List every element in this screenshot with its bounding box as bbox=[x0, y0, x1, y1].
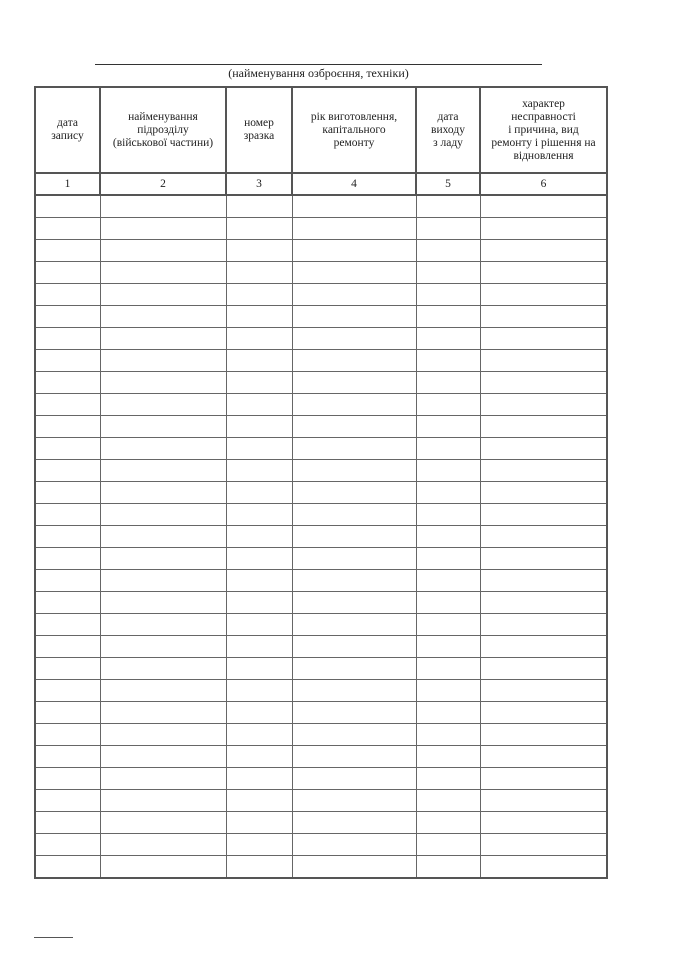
table-cell[interactable] bbox=[416, 724, 480, 746]
column-header-entry-date: дата запису bbox=[35, 87, 100, 173]
table-row bbox=[35, 680, 607, 702]
table-cell[interactable] bbox=[100, 790, 226, 812]
table-cell[interactable] bbox=[226, 460, 292, 482]
table-cell[interactable] bbox=[35, 328, 100, 350]
table-cell[interactable] bbox=[480, 262, 607, 284]
table-cell[interactable] bbox=[35, 218, 100, 240]
table-row bbox=[35, 614, 607, 636]
table-cell[interactable] bbox=[100, 856, 226, 879]
table-cell[interactable] bbox=[292, 680, 416, 702]
table-cell[interactable] bbox=[100, 306, 226, 328]
table-cell[interactable] bbox=[292, 350, 416, 372]
table-cell[interactable] bbox=[416, 768, 480, 790]
table-cell[interactable] bbox=[100, 262, 226, 284]
table-row bbox=[35, 438, 607, 460]
table-cell[interactable] bbox=[35, 834, 100, 856]
table-cell[interactable] bbox=[35, 526, 100, 548]
table-cell[interactable] bbox=[292, 592, 416, 614]
table-cell[interactable] bbox=[100, 394, 226, 416]
table-cell[interactable] bbox=[416, 262, 480, 284]
column-number: 1 bbox=[35, 173, 100, 195]
table-cell[interactable] bbox=[416, 482, 480, 504]
table-cell[interactable] bbox=[480, 218, 607, 240]
malfunction-log-table bbox=[34, 86, 608, 879]
table-cell[interactable] bbox=[226, 570, 292, 592]
table-cell[interactable] bbox=[480, 195, 607, 218]
table-cell[interactable] bbox=[416, 240, 480, 262]
table-cell[interactable] bbox=[35, 658, 100, 680]
table-cell[interactable] bbox=[226, 394, 292, 416]
table-row bbox=[35, 856, 607, 879]
table-cell[interactable] bbox=[226, 746, 292, 768]
table-cell[interactable] bbox=[226, 482, 292, 504]
table-cell[interactable] bbox=[35, 504, 100, 526]
table-cell[interactable] bbox=[35, 240, 100, 262]
table-cell[interactable] bbox=[226, 834, 292, 856]
table-row bbox=[35, 724, 607, 746]
table-cell[interactable] bbox=[226, 240, 292, 262]
table-cell[interactable] bbox=[416, 328, 480, 350]
table-cell[interactable] bbox=[226, 724, 292, 746]
table-cell[interactable] bbox=[292, 262, 416, 284]
table-cell[interactable] bbox=[35, 350, 100, 372]
column-header-unit-name: найменування підрозділу (військової частини) bbox=[100, 87, 226, 173]
table-cell[interactable] bbox=[292, 372, 416, 394]
table-row bbox=[35, 746, 607, 768]
table-cell[interactable] bbox=[292, 834, 416, 856]
table-cell[interactable] bbox=[226, 195, 292, 218]
table-cell[interactable] bbox=[292, 746, 416, 768]
table-cell[interactable] bbox=[480, 834, 607, 856]
table-cell[interactable] bbox=[100, 284, 226, 306]
table-cell[interactable] bbox=[100, 746, 226, 768]
table-cell[interactable] bbox=[35, 636, 100, 658]
column-number: 3 bbox=[226, 173, 292, 195]
table-cell[interactable] bbox=[35, 394, 100, 416]
column-number-row bbox=[35, 173, 607, 195]
table-cell[interactable] bbox=[226, 614, 292, 636]
table-cell[interactable] bbox=[35, 195, 100, 218]
table-cell[interactable] bbox=[35, 438, 100, 460]
table-cell[interactable] bbox=[100, 416, 226, 438]
table-cell[interactable] bbox=[416, 438, 480, 460]
table-cell[interactable] bbox=[35, 592, 100, 614]
table-row bbox=[35, 548, 607, 570]
table-cell[interactable] bbox=[35, 768, 100, 790]
table-cell[interactable] bbox=[100, 702, 226, 724]
table-row bbox=[35, 416, 607, 438]
footnote-separator bbox=[34, 937, 73, 938]
table-cell[interactable] bbox=[35, 570, 100, 592]
table-cell[interactable] bbox=[292, 614, 416, 636]
column-header-sample-number: номер зразка bbox=[226, 87, 292, 173]
table-cell[interactable] bbox=[480, 504, 607, 526]
table-cell[interactable] bbox=[480, 746, 607, 768]
column-number: 4 bbox=[292, 173, 416, 195]
table-cell[interactable] bbox=[416, 636, 480, 658]
table-cell[interactable] bbox=[416, 680, 480, 702]
table-cell[interactable] bbox=[226, 702, 292, 724]
table-cell[interactable] bbox=[480, 614, 607, 636]
table-cell[interactable] bbox=[100, 350, 226, 372]
table-row bbox=[35, 768, 607, 790]
table-cell[interactable] bbox=[226, 592, 292, 614]
table-cell[interactable] bbox=[35, 416, 100, 438]
table-row bbox=[35, 658, 607, 680]
table-row bbox=[35, 284, 607, 306]
table-cell[interactable] bbox=[292, 460, 416, 482]
table-cell[interactable] bbox=[292, 394, 416, 416]
table-cell[interactable] bbox=[480, 284, 607, 306]
table-row bbox=[35, 262, 607, 284]
table-cell[interactable] bbox=[480, 482, 607, 504]
table-cell[interactable] bbox=[416, 614, 480, 636]
table-cell[interactable] bbox=[35, 482, 100, 504]
table-cell[interactable] bbox=[416, 416, 480, 438]
table-cell[interactable] bbox=[100, 658, 226, 680]
table-cell[interactable] bbox=[226, 218, 292, 240]
table-cell[interactable] bbox=[416, 658, 480, 680]
table-cell[interactable] bbox=[416, 460, 480, 482]
table-cell[interactable] bbox=[226, 636, 292, 658]
table-cell[interactable] bbox=[35, 724, 100, 746]
table-cell[interactable] bbox=[480, 812, 607, 834]
table-row bbox=[35, 504, 607, 526]
table-cell[interactable] bbox=[416, 548, 480, 570]
table-cell[interactable] bbox=[100, 548, 226, 570]
table-cell[interactable] bbox=[416, 394, 480, 416]
table-cell[interactable] bbox=[100, 218, 226, 240]
table-cell[interactable] bbox=[226, 262, 292, 284]
table-row bbox=[35, 350, 607, 372]
table-cell[interactable] bbox=[416, 790, 480, 812]
table-row bbox=[35, 460, 607, 482]
table-cell[interactable] bbox=[100, 240, 226, 262]
table-cell[interactable] bbox=[416, 592, 480, 614]
table-cell[interactable] bbox=[416, 372, 480, 394]
table-cell[interactable] bbox=[416, 856, 480, 879]
table-cell[interactable] bbox=[226, 856, 292, 879]
table-cell[interactable] bbox=[480, 350, 607, 372]
table-row bbox=[35, 790, 607, 812]
column-header-failure-date: дата виходу з ладу bbox=[416, 87, 480, 173]
equipment-name-caption: (найменування озброєння, техніки) bbox=[228, 66, 409, 80]
table-cell[interactable] bbox=[100, 812, 226, 834]
table-cell[interactable] bbox=[100, 592, 226, 614]
table-cell[interactable] bbox=[480, 306, 607, 328]
table-cell[interactable] bbox=[480, 438, 607, 460]
table-cell[interactable] bbox=[292, 482, 416, 504]
table-cell[interactable] bbox=[292, 438, 416, 460]
table-row bbox=[35, 482, 607, 504]
table-cell[interactable] bbox=[100, 724, 226, 746]
table-cell[interactable] bbox=[292, 195, 416, 218]
table-row bbox=[35, 570, 607, 592]
table-row bbox=[35, 195, 607, 218]
table-cell[interactable] bbox=[226, 790, 292, 812]
table-cell[interactable] bbox=[35, 306, 100, 328]
table-cell[interactable] bbox=[226, 526, 292, 548]
table-cell[interactable] bbox=[100, 614, 226, 636]
table-cell[interactable] bbox=[416, 812, 480, 834]
table-row bbox=[35, 240, 607, 262]
table-body bbox=[35, 173, 607, 878]
table-cell[interactable] bbox=[480, 570, 607, 592]
table-cell[interactable] bbox=[480, 526, 607, 548]
table-cell[interactable] bbox=[416, 195, 480, 218]
table-cell[interactable] bbox=[100, 195, 226, 218]
table-cell[interactable] bbox=[292, 504, 416, 526]
table-row bbox=[35, 306, 607, 328]
table-row bbox=[35, 372, 607, 394]
table-cell[interactable] bbox=[292, 416, 416, 438]
table-cell[interactable] bbox=[292, 306, 416, 328]
table-row bbox=[35, 592, 607, 614]
table-cell[interactable] bbox=[480, 416, 607, 438]
table-cell[interactable] bbox=[35, 680, 100, 702]
table-cell[interactable] bbox=[226, 438, 292, 460]
table-cell[interactable] bbox=[416, 570, 480, 592]
table-cell[interactable] bbox=[35, 548, 100, 570]
column-number: 2 bbox=[100, 173, 226, 195]
table-cell[interactable] bbox=[100, 372, 226, 394]
table-cell[interactable] bbox=[35, 856, 100, 879]
table-cell[interactable] bbox=[292, 724, 416, 746]
table-cell[interactable] bbox=[416, 746, 480, 768]
table-cell[interactable] bbox=[35, 262, 100, 284]
table-cell[interactable] bbox=[292, 328, 416, 350]
table-cell[interactable] bbox=[100, 680, 226, 702]
table-cell[interactable] bbox=[292, 240, 416, 262]
table-cell[interactable] bbox=[292, 218, 416, 240]
table-cell[interactable] bbox=[35, 746, 100, 768]
table-cell[interactable] bbox=[480, 394, 607, 416]
table-cell[interactable] bbox=[480, 460, 607, 482]
table-cell[interactable] bbox=[292, 570, 416, 592]
table-cell[interactable] bbox=[292, 526, 416, 548]
table-cell[interactable] bbox=[226, 416, 292, 438]
table-cell[interactable] bbox=[226, 658, 292, 680]
table-cell[interactable] bbox=[416, 350, 480, 372]
table-cell[interactable] bbox=[416, 504, 480, 526]
table-cell[interactable] bbox=[292, 636, 416, 658]
table-cell[interactable] bbox=[480, 768, 607, 790]
table-cell[interactable] bbox=[35, 614, 100, 636]
table-row bbox=[35, 526, 607, 548]
table-cell[interactable] bbox=[292, 658, 416, 680]
table-header-row bbox=[35, 87, 607, 173]
table-cell[interactable] bbox=[480, 328, 607, 350]
table-cell[interactable] bbox=[100, 834, 226, 856]
table-cell[interactable] bbox=[226, 350, 292, 372]
table-row bbox=[35, 218, 607, 240]
table-cell[interactable] bbox=[480, 724, 607, 746]
table-cell[interactable] bbox=[100, 504, 226, 526]
table-cell[interactable] bbox=[416, 702, 480, 724]
table-cell[interactable] bbox=[35, 790, 100, 812]
table-row bbox=[35, 834, 607, 856]
title-underline bbox=[95, 64, 542, 65]
table-cell[interactable] bbox=[292, 768, 416, 790]
table-cell[interactable] bbox=[292, 548, 416, 570]
table-cell[interactable] bbox=[100, 438, 226, 460]
table-row bbox=[35, 812, 607, 834]
table-cell[interactable] bbox=[35, 812, 100, 834]
table-cell[interactable] bbox=[292, 790, 416, 812]
table-cell[interactable] bbox=[480, 790, 607, 812]
table-cell[interactable] bbox=[480, 658, 607, 680]
table-cell[interactable] bbox=[480, 680, 607, 702]
table-cell[interactable] bbox=[292, 812, 416, 834]
table-cell[interactable] bbox=[35, 284, 100, 306]
table-cell[interactable] bbox=[226, 504, 292, 526]
table-cell[interactable] bbox=[226, 284, 292, 306]
column-number: 6 bbox=[480, 173, 607, 195]
table-cell[interactable] bbox=[226, 328, 292, 350]
table-cell[interactable] bbox=[416, 306, 480, 328]
table-cell[interactable] bbox=[100, 768, 226, 790]
table-cell[interactable] bbox=[226, 372, 292, 394]
table-cell[interactable] bbox=[480, 592, 607, 614]
table-cell[interactable] bbox=[416, 526, 480, 548]
table-row bbox=[35, 394, 607, 416]
table-cell[interactable] bbox=[35, 372, 100, 394]
table-cell[interactable] bbox=[226, 812, 292, 834]
table-cell[interactable] bbox=[100, 636, 226, 658]
table-cell[interactable] bbox=[35, 460, 100, 482]
table-cell[interactable] bbox=[292, 856, 416, 879]
table-cell[interactable] bbox=[480, 240, 607, 262]
table-cell[interactable] bbox=[480, 636, 607, 658]
table-cell[interactable] bbox=[226, 548, 292, 570]
table-cell[interactable] bbox=[480, 856, 607, 879]
table-cell[interactable] bbox=[416, 834, 480, 856]
table-cell[interactable] bbox=[226, 306, 292, 328]
table-cell[interactable] bbox=[416, 218, 480, 240]
column-number: 5 bbox=[416, 173, 480, 195]
table-cell[interactable] bbox=[480, 372, 607, 394]
table-row bbox=[35, 702, 607, 724]
table-cell[interactable] bbox=[292, 284, 416, 306]
table-cell[interactable] bbox=[226, 768, 292, 790]
table-cell[interactable] bbox=[480, 702, 607, 724]
table-row bbox=[35, 636, 607, 658]
table-cell[interactable] bbox=[480, 548, 607, 570]
table-row bbox=[35, 328, 607, 350]
table-cell[interactable] bbox=[416, 284, 480, 306]
table-cell[interactable] bbox=[292, 702, 416, 724]
column-header-manufacture-year: рік виготовлення, капітального ремонту bbox=[292, 87, 416, 173]
column-header-malfunction-details: характер несправності і причина, вид ремонту і рішення на відновлення bbox=[480, 87, 607, 173]
table-cell[interactable] bbox=[100, 482, 226, 504]
table-cell[interactable] bbox=[100, 460, 226, 482]
table-cell[interactable] bbox=[100, 328, 226, 350]
table-cell[interactable] bbox=[100, 526, 226, 548]
table-cell[interactable] bbox=[226, 680, 292, 702]
table-cell[interactable] bbox=[100, 570, 226, 592]
table-cell[interactable] bbox=[35, 702, 100, 724]
